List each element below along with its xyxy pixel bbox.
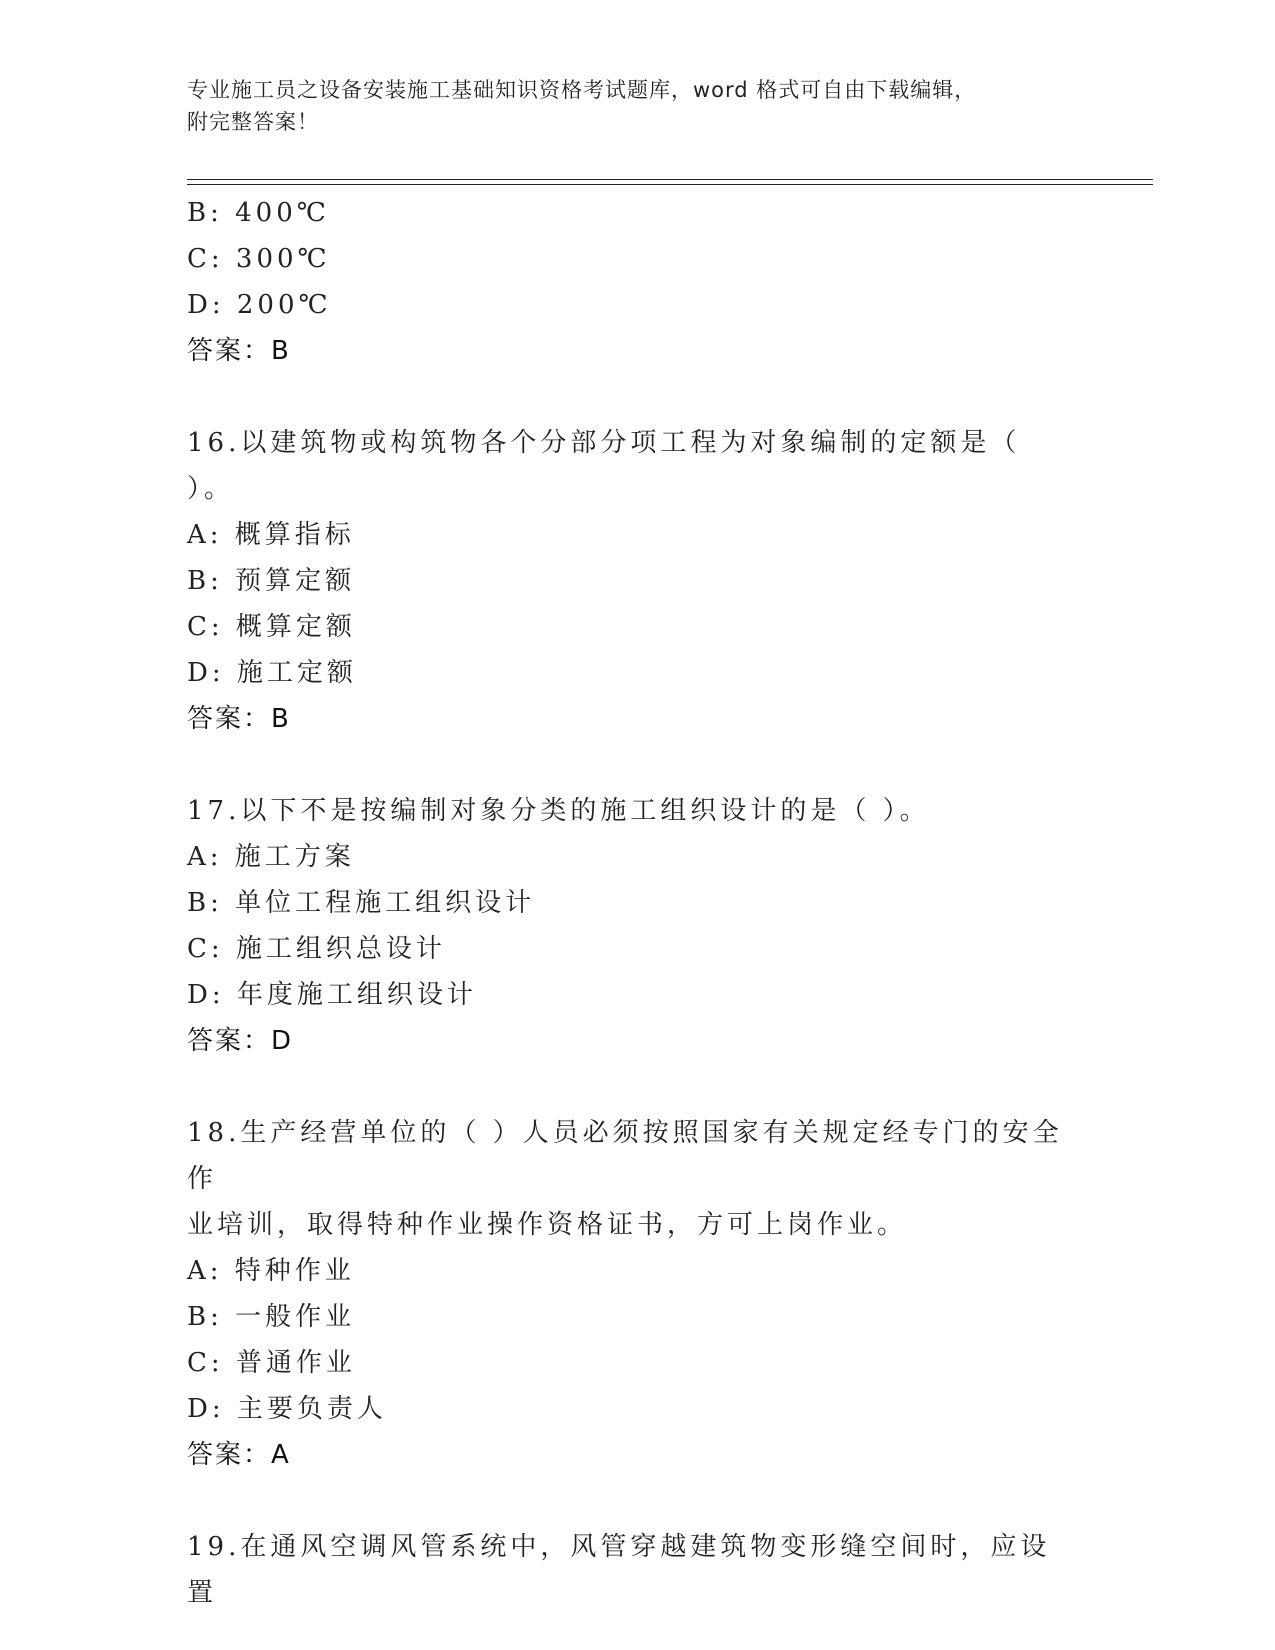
option-b: B: 400℃	[187, 198, 330, 228]
spacer	[187, 1064, 1087, 1110]
header-line-2: 附完整答案！	[187, 110, 319, 134]
spacer	[187, 1478, 1087, 1524]
question-17	[187, 788, 1087, 1064]
question-text-line-1: 18.生产经营单位的（ ）人员必须按照国家有关规定经专门的安全作	[187, 1118, 1063, 1194]
document-header	[187, 74, 1067, 138]
option-c: C: 300℃	[187, 244, 331, 274]
question-16	[187, 420, 1087, 742]
header-divider-top	[187, 179, 1153, 180]
option-b: B: 预算定额	[187, 566, 356, 596]
question-19	[187, 1524, 1087, 1616]
question-text: 16.以建筑物或构筑物各个分部分项工程为对象编制的定额是（ ）。	[187, 428, 1021, 504]
question-list	[187, 190, 1087, 1616]
option-d: D: 200℃	[187, 290, 332, 320]
spacer	[187, 742, 1087, 788]
question-text: 19.在通风空调风管系统中，风管穿越建筑物变形缝空间时，应设置	[187, 1532, 1051, 1608]
option-b: B: 一般作业	[187, 1302, 356, 1332]
question-text: 17.以下不是按编制对象分类的施工组织设计的是（ ）。	[187, 796, 930, 826]
header-line-1: 专业施工员之设备安装施工基础知识资格考试题库，word 格式可自由下载编辑，	[187, 78, 977, 102]
option-a: A: 概算指标	[187, 520, 355, 550]
question-text-line-2: 业培训，取得特种作业操作资格证书，方可上岗作业。	[187, 1210, 908, 1240]
answer-line: 答案：A	[187, 1440, 291, 1470]
spacer	[187, 374, 1087, 420]
question-15-continued	[187, 190, 1087, 374]
option-c: C: 普通作业	[187, 1348, 356, 1378]
option-a: A: 施工方案	[187, 842, 355, 872]
option-d: D: 施工定额	[187, 658, 357, 688]
answer-line: 答案：B	[187, 336, 291, 366]
option-d: D: 主要负责人	[187, 1394, 387, 1424]
option-c: C: 概算定额	[187, 612, 356, 642]
option-b: B: 单位工程施工组织设计	[187, 888, 536, 918]
answer-line: 答案：D	[187, 1026, 294, 1056]
option-a: A: 特种作业	[187, 1256, 355, 1286]
answer-line: 答案：B	[187, 704, 291, 734]
header-divider-bottom	[187, 184, 1153, 185]
option-d: D: 年度施工组织设计	[187, 980, 477, 1010]
option-c: C: 施工组织总设计	[187, 934, 446, 964]
question-18	[187, 1110, 1087, 1478]
